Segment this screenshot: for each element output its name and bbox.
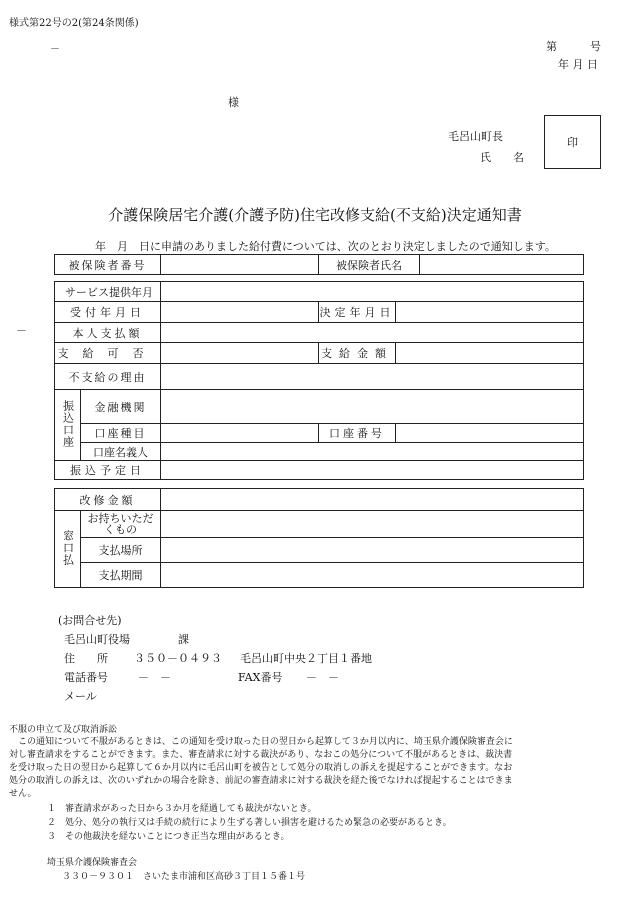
- insured-name-cell[interactable]: [420, 255, 584, 275]
- items-to-bring-cell[interactable]: [161, 511, 584, 538]
- payment-period-label: 支払期間: [81, 563, 161, 588]
- side-dash: －: [16, 324, 27, 337]
- mayor-title: 毛呂山町長: [448, 130, 503, 143]
- notice-line: この通知について不服があるときは、この通知を受け取った日の翌日から起算して３か月以内に、埼玉県介護保険審査会に: [9, 737, 513, 747]
- dash-mark: －: [50, 44, 60, 55]
- insured-table: [54, 254, 584, 275]
- notice-body: [9, 736, 621, 801]
- notice-item: １ 審査請求があった日から３か月を経過しても裁決がないとき。: [47, 804, 317, 814]
- notice-heading: 不服の申立て及び取消訴訟: [9, 725, 118, 735]
- payment-amount-label: 支給金額: [319, 343, 396, 364]
- account-holder-label: 口座名義人: [81, 443, 161, 461]
- items-to-bring-label: お持ちいただくもの: [81, 511, 161, 538]
- account-holder-cell[interactable]: [161, 443, 584, 461]
- renovation-amount-cell[interactable]: [161, 489, 584, 511]
- bank-cell[interactable]: [161, 390, 584, 424]
- account-number-cell[interactable]: [396, 424, 584, 443]
- notice-item: ３ その他裁決を経ないことにつき正当な理由があるとき。: [47, 832, 290, 842]
- phone-label: 電話番号: [64, 671, 108, 684]
- intro-text: 年 月 日に申請のありました給付費については、次のとおり決定しましたので通知します。: [95, 240, 556, 253]
- payment-period-cell[interactable]: [161, 563, 584, 588]
- payment-place-cell[interactable]: [161, 538, 584, 563]
- fax-value: － －: [306, 671, 339, 684]
- non-payment-reason-label: 不支給の理由: [55, 364, 161, 390]
- notice-items: [47, 802, 452, 844]
- self-payment-label: 本人支払額: [55, 323, 161, 343]
- self-payment-cell[interactable]: [161, 323, 584, 343]
- window-payment-table: [54, 488, 584, 588]
- contact-section: 課: [178, 633, 189, 646]
- notice-line: を受け取った日の翌日から起算して６か月以内に毛呂山町を被告として処分の取消しの訴えを提起することができます。なお: [9, 763, 513, 773]
- notice-item: ２ 処分、処分の執行又は手続の続行により生ずる著しい損害を避けるため緊急の必要があるとき。: [47, 818, 452, 828]
- transfer-account-label: 振込口座: [55, 390, 81, 461]
- payment-amount-cell[interactable]: [396, 343, 584, 364]
- form-number: 様式第22号の2(第24条関係): [9, 18, 139, 29]
- notice-line: せん。: [9, 789, 37, 799]
- window-payment-label: 窓口払: [55, 511, 81, 588]
- decision-date-cell[interactable]: [396, 302, 584, 323]
- insured-name-label: 被保険者氏名: [319, 255, 420, 275]
- payment-table: [54, 281, 584, 480]
- contact-office: 毛呂山町役場: [64, 633, 130, 646]
- service-month-label: サービス提供年月: [55, 282, 161, 302]
- account-number-label: 口座番号: [319, 424, 396, 443]
- postal-code: ３５０－０４９３: [134, 652, 222, 665]
- receipt-date-cell[interactable]: [161, 302, 319, 323]
- receipt-date-label: 受付年月日: [55, 302, 161, 323]
- decision-date-label: 決定年月日: [319, 302, 396, 323]
- document-number: 第 号: [546, 40, 601, 53]
- recipient-honorific: 様: [228, 96, 239, 109]
- seal-box: [544, 115, 601, 169]
- council-name: 埼玉県介護保険審査会: [47, 858, 138, 868]
- renovation-amount-label: 改修金額: [55, 489, 161, 511]
- account-type-label: 口座種目: [81, 424, 161, 443]
- fax-label: FAX番号: [238, 671, 283, 684]
- council-address: ３３０－９３０１ さいたま市浦和区高砂３丁目１５番１号: [62, 872, 306, 882]
- account-type-cell[interactable]: [161, 424, 319, 443]
- address-label: 住 所: [64, 652, 108, 665]
- service-month-cell[interactable]: [161, 282, 584, 302]
- insured-number-label: 被保険者番号: [55, 255, 161, 275]
- contact-address: 毛呂山町中央２丁目１番地: [240, 652, 372, 665]
- bank-label: 金融機関: [81, 390, 161, 424]
- document-title: 介護保険居宅介護(介護予防)住宅改修支給(不支給)決定通知書: [108, 206, 522, 224]
- mayor-name-label: 氏 名: [480, 151, 524, 164]
- non-payment-reason-cell[interactable]: [161, 364, 584, 390]
- transfer-date-label: 振込予定日: [55, 461, 161, 480]
- mail-label: メール: [64, 690, 97, 703]
- payment-place-label: 支払場所: [81, 538, 161, 563]
- approval-cell[interactable]: [161, 343, 319, 364]
- notice-line: 対し審査請求をすることができます。また、審査請求に対する裁決があり、なおこの処分について不服があるときは、裁決書: [9, 750, 513, 760]
- approval-label: 支給可否: [55, 343, 161, 364]
- notice-line: 処分の取消しの訴えは、次のいずれかの場合を除き、前記の審査請求に対する裁決を経た後でなければ提起することはできま: [9, 776, 513, 786]
- contact-heading: (お問合せ先): [58, 614, 122, 627]
- phone-value: － －: [138, 671, 171, 684]
- transfer-date-cell[interactable]: [161, 461, 584, 480]
- insured-number-cell[interactable]: [161, 255, 319, 275]
- issue-date: 年 月 日: [558, 58, 598, 71]
- seal-label: 印: [567, 136, 578, 149]
